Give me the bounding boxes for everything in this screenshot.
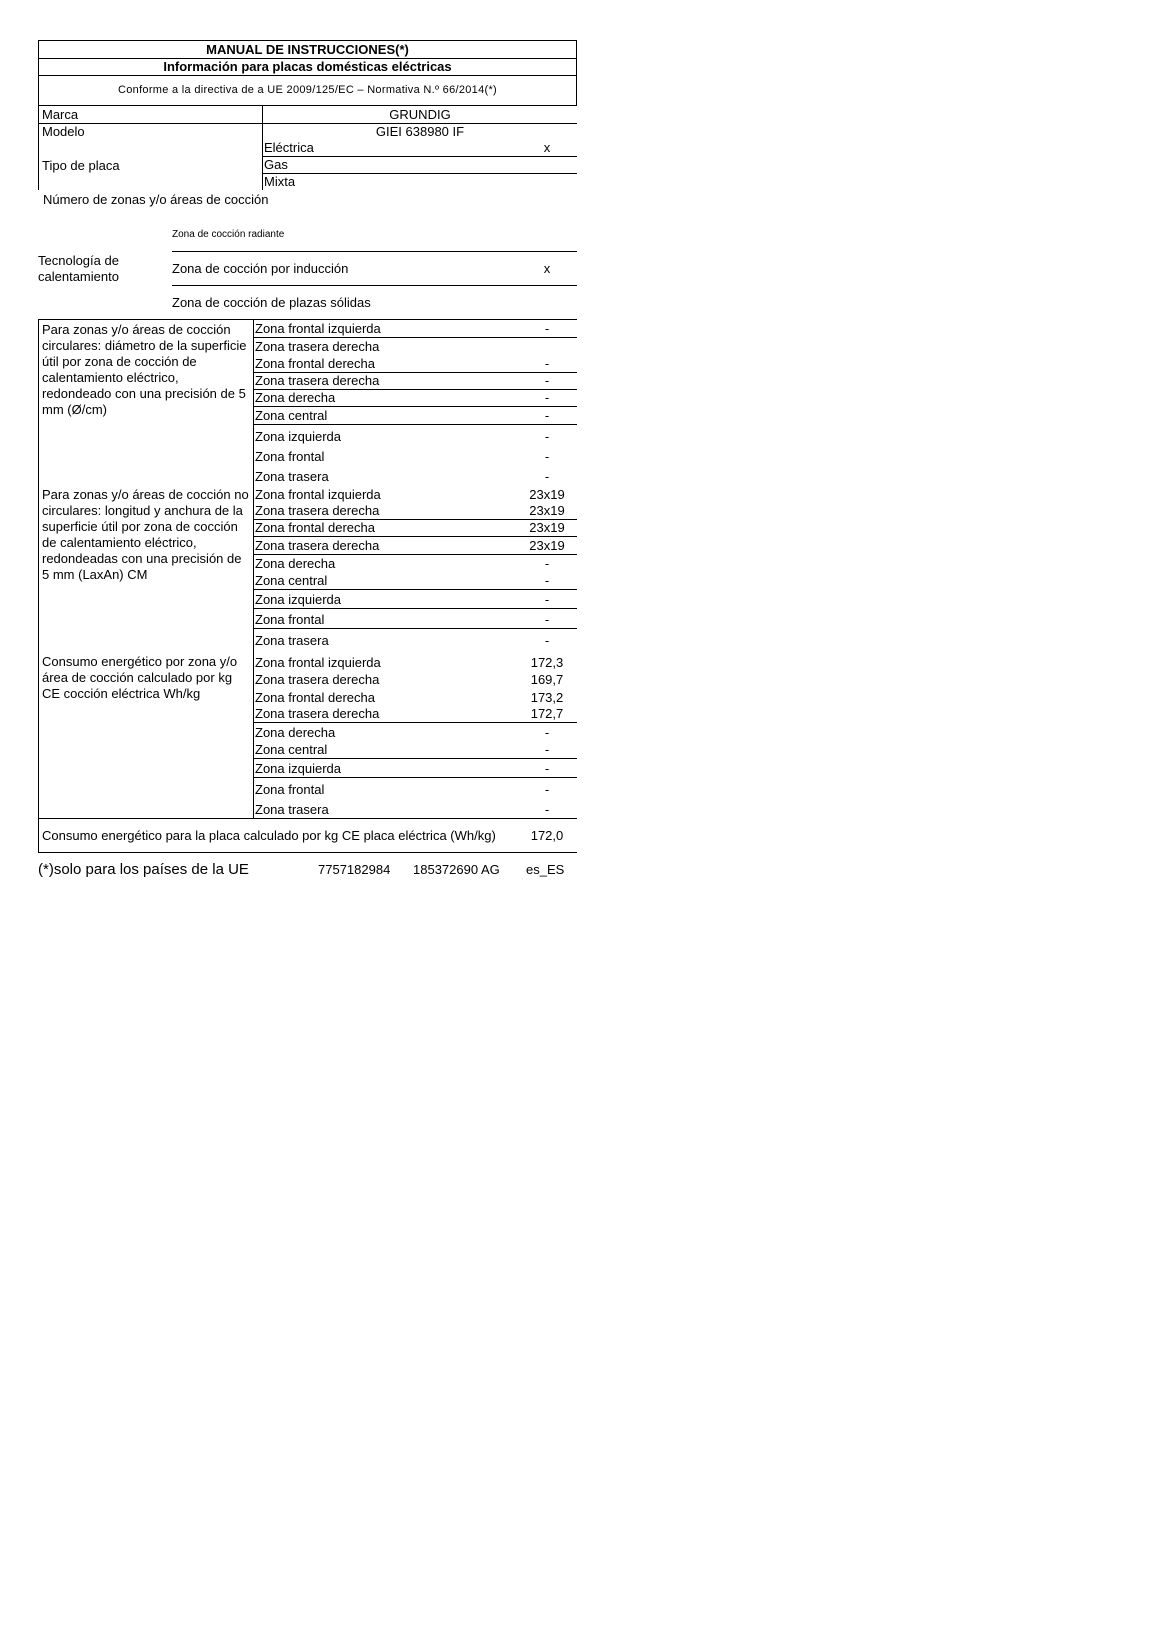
footer-note: (*)solo para los países de la UE: [38, 861, 249, 878]
zone-value: 23x19: [529, 520, 565, 535]
zone-row: [254, 778, 577, 798]
zone-row: [254, 407, 577, 425]
heating-tech-name: Zona de cocción radiante: [172, 229, 285, 240]
zone-value: -: [544, 573, 550, 588]
zone-value: -: [544, 429, 550, 444]
zone-row: [254, 759, 577, 778]
zone-value: -: [544, 742, 550, 757]
zone-row: [254, 798, 577, 818]
zone-value: -: [544, 556, 550, 571]
zone-row: [254, 520, 577, 537]
zone-row: [254, 590, 577, 609]
zone-name: Zona frontal: [255, 449, 325, 464]
zone-name: Zona frontal izquierda: [255, 487, 381, 502]
energy-total-row: [38, 818, 577, 853]
zone-name: Zona izquierda: [255, 761, 341, 776]
zone-name: Zona trasera derecha: [255, 503, 380, 518]
zone-name: Zona frontal derecha: [255, 520, 375, 535]
model-row: [38, 124, 577, 140]
zone-row: [254, 609, 577, 629]
zone-value: -: [544, 469, 550, 484]
zone-name: Zona trasera derecha: [255, 706, 380, 721]
zone-row: [254, 373, 577, 390]
zone-value: -: [544, 321, 550, 336]
energy-per-zone-block: [38, 649, 577, 818]
footer: [38, 861, 577, 878]
sheet-subtitle: Información para placas domésticas eléctricas: [38, 59, 577, 76]
zone-value: -: [544, 356, 550, 371]
hob-type-name: Eléctrica: [264, 140, 314, 155]
zone-value: -: [544, 633, 550, 648]
zone-name: Zona trasera derecha: [255, 373, 380, 388]
energy-total-label: Consumo energético para la placa calculado por kg CE placa eléctrica (Wh/kg): [42, 828, 496, 843]
zone-value: -: [544, 612, 550, 627]
hob-type-option: [263, 140, 577, 157]
zone-row: [254, 706, 577, 723]
brand-label: Marca: [39, 106, 263, 123]
zone-name: Zona trasera: [255, 633, 329, 648]
footer-locale: es_ES: [526, 862, 565, 877]
circular-zones-block: [38, 319, 577, 485]
hob-type-row: [38, 140, 577, 190]
zone-value: 172,7: [530, 706, 564, 721]
non-circular-zones-block: [38, 485, 577, 649]
zone-row: [254, 629, 577, 649]
zone-row: [254, 338, 577, 355]
zone-value: -: [544, 408, 550, 423]
zone-row: [254, 572, 577, 590]
zone-value: -: [544, 592, 550, 607]
energy-info-sheet: [38, 40, 577, 878]
zone-value: 169,7: [530, 672, 564, 687]
hob-type-mark: x: [543, 140, 551, 155]
zone-row: [254, 425, 577, 445]
zone-name: Zona central: [255, 742, 328, 757]
zone-row: [254, 671, 577, 688]
heating-tech-mark: x: [543, 261, 551, 276]
zone-row: [254, 688, 577, 706]
zone-value: 23x19: [529, 538, 565, 553]
heating-tech-option: [172, 286, 577, 319]
zone-name: Zona trasera derecha: [255, 538, 380, 553]
zone-value: 23x19: [529, 487, 565, 502]
zone-name: Zona trasera: [255, 802, 329, 817]
brand-value: GRUNDIG: [389, 107, 451, 122]
zone-name: Zona trasera: [255, 469, 329, 484]
heating-tech-option: [172, 218, 577, 252]
heating-tech-label: Tecnología de calentamiento: [38, 252, 119, 284]
zone-name: Zona frontal: [255, 782, 325, 797]
zone-value: 23x19: [529, 503, 565, 518]
non-circular-zones-list: [254, 485, 577, 649]
zone-row: [254, 537, 577, 555]
model-label: Modelo: [39, 124, 263, 140]
footer-code-1: 7757182984: [318, 862, 391, 877]
zone-row: [254, 741, 577, 759]
zone-name: Zona trasera derecha: [255, 339, 380, 354]
zone-value: -: [544, 373, 550, 388]
zone-row: [254, 485, 577, 503]
heating-tech-name: Zona de cocción de plazas sólidas: [172, 295, 371, 310]
hob-type-option: [263, 157, 577, 174]
non-circular-zones-description: Para zonas y/o áreas de cocción no circulares: longitud y anchura de la superficie útil por zona de cocción de calentamiento eléctrico, redondeadas con una precisión de 5 mm (LaxAn) CM: [39, 485, 254, 649]
zone-name: Zona derecha: [255, 556, 336, 571]
sheet-title: MANUAL DE INSTRUCCIONES(*): [38, 41, 577, 59]
zone-row: [254, 445, 577, 465]
heating-tech-options: [172, 218, 577, 319]
zone-name: Zona frontal derecha: [255, 690, 375, 705]
zone-value: -: [544, 761, 550, 776]
hob-type-options: [263, 140, 577, 190]
heating-tech-name: Zona de cocción por inducción: [172, 261, 349, 276]
zone-value: 172,3: [530, 655, 564, 670]
zone-value: -: [544, 802, 550, 817]
hob-type-option: [263, 174, 577, 190]
zone-name: Zona frontal: [255, 612, 325, 627]
zone-row: [254, 320, 577, 338]
hob-type-mark: [517, 174, 577, 190]
model-value: GIEI 638980 IF: [375, 124, 465, 139]
directive-line: Conforme a la directiva de a UE 2009/125/EC – Normativa N.º 66/2014(*): [38, 76, 577, 106]
hob-type-mark: [517, 157, 577, 173]
footer-code-2: 185372690 AG: [413, 862, 500, 877]
energy-total-value: 172,0: [530, 828, 564, 843]
zone-row: [254, 649, 577, 671]
hob-type-label: Tipo de placa: [39, 140, 263, 190]
hob-type-name: Mixta: [264, 174, 296, 189]
heating-tech-option: [172, 252, 577, 286]
zone-row: [254, 723, 577, 741]
zone-row: [254, 465, 577, 485]
zone-value: -: [544, 782, 550, 797]
circular-zones-list: [254, 320, 577, 485]
zone-name: Zona izquierda: [255, 429, 341, 444]
zone-name: Zona frontal izquierda: [255, 655, 381, 670]
zone-value: -: [544, 390, 550, 405]
zone-name: Zona frontal izquierda: [255, 321, 381, 336]
hob-type-name: Gas: [264, 157, 288, 172]
zone-name: Zona izquierda: [255, 592, 341, 607]
circular-zones-description: Para zonas y/o áreas de cocción circulares: diámetro de la superficie útil por zona de cocción de calentamiento eléctrico, redondeado con una precisión de 5 mm (Ø/cm): [39, 320, 254, 485]
zone-value: 173,2: [530, 690, 564, 705]
num-zones-label: Número de zonas y/o áreas de cocción: [43, 192, 269, 207]
zone-value: -: [544, 725, 550, 740]
zone-name: Zona derecha: [255, 725, 336, 740]
zone-row: [254, 355, 577, 373]
energy-per-zone-description: Consumo energético por zona y/o área de cocción calculado por kg CE cocción eléctrica Wh/kg: [39, 649, 254, 818]
zone-name: Zona frontal derecha: [255, 356, 375, 371]
zone-value: -: [544, 449, 550, 464]
zone-name: Zona trasera derecha: [255, 672, 380, 687]
zone-row: [254, 555, 577, 572]
zone-name: Zona central: [255, 408, 328, 423]
energy-per-zone-list: [254, 649, 577, 818]
zone-row: [254, 503, 577, 520]
heating-tech-row: [38, 218, 577, 319]
zone-row: [254, 390, 577, 407]
zone-name: Zona central: [255, 573, 328, 588]
brand-row: [38, 106, 577, 124]
zone-name: Zona derecha: [255, 390, 336, 405]
